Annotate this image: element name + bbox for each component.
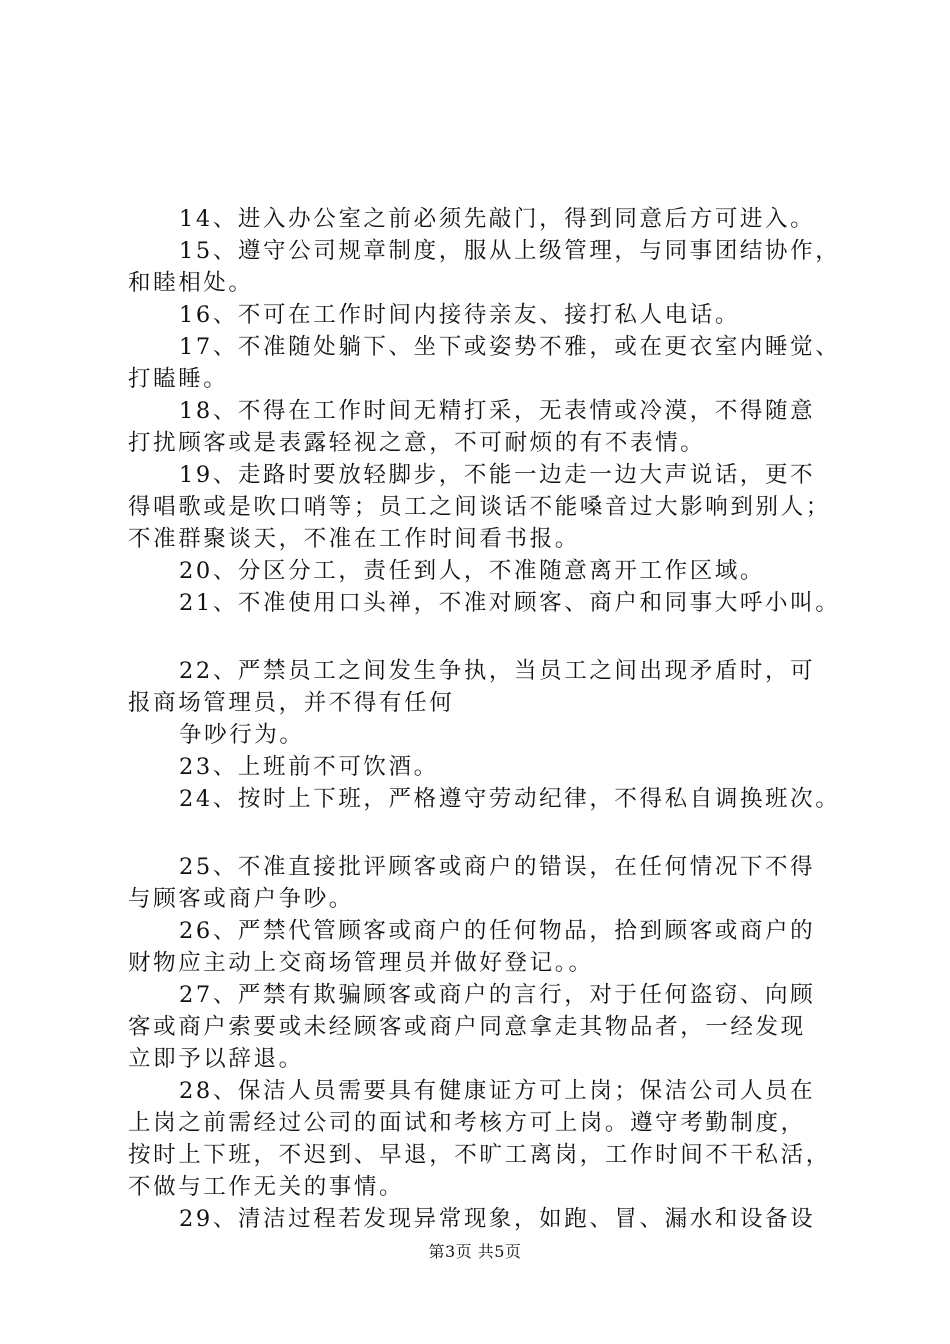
rule-15-cont: 和睦相处。: [128, 270, 254, 296]
rules-list: [128, 203, 852, 1235]
rule-23: 23、上班前不可饮酒。: [179, 754, 439, 780]
page-footer: 第3页 共5页: [428, 1242, 522, 1261]
rule-25: 25、不准直接批评顾客或商户的错误，在任何情况下不得: [179, 854, 816, 880]
rule-16: 16、不可在工作时间内接待亲友、接打私人电话。: [179, 302, 740, 328]
rule-20: 20、分区分工，责任到人，不准随意离开工作区域。: [179, 558, 766, 584]
paragraph-gap: [128, 815, 852, 851]
rule-28-cont-3: 不做与工作无关的事情。: [128, 1174, 405, 1200]
rule-28: 28、保洁人员需要具有健康证方可上岗；保洁公司人员在: [179, 1078, 816, 1104]
rule-15: 15、遵守公司规章制度，服从上级管理，与同事团结协作，: [179, 238, 841, 264]
rule-27: 27、严禁有欺骗顾客或商户的言行，对于任何盗窃、向顾: [179, 982, 816, 1008]
rule-22-cont-1: 报商场管理员，并不得有任何: [128, 690, 455, 716]
paragraph-gap: [128, 619, 852, 655]
rule-28-cont-1: 上岗之前需经过公司的面试和考核方可上岗。遵守考勤制度，: [128, 1110, 806, 1136]
rule-17: 17、不准随处躺下、坐下或姿势不雅，或在更衣室内睡觉、: [179, 334, 841, 360]
rule-19-cont-1: 得唱歌或是吹口哨等；员工之间谈话不能嗓音过大影响到别人；: [128, 494, 831, 520]
rule-19-cont-2: 不准群聚谈天，不准在工作时间看书报。: [128, 526, 580, 552]
rule-25-cont: 与顾客或商户争吵。: [128, 886, 354, 912]
rule-28-cont-2: 按时上下班，不迟到、早退，不旷工离岗，工作时间不干私活，: [128, 1142, 831, 1168]
rule-27-cont-1: 客或商户索要或未经顾客或商户同意拿走其物品者，一经发现: [128, 1014, 806, 1040]
rule-18-cont: 打扰顾客或是表露轻视之意，不可耐烦的有不表情。: [128, 430, 706, 456]
rule-14: 14、进入办公室之前必须先敲门，得到同意后方可进入。: [179, 206, 816, 232]
rule-27-cont-2: 立即予以辞退。: [128, 1046, 304, 1072]
rule-22: 22、严禁员工之间发生争执，当员工之间出现矛盾时，可: [179, 658, 816, 684]
rule-26-cont: 财物应主动上交商场管理员并做好登记。。: [128, 950, 594, 976]
rule-19: 19、走路时要放轻脚步，不能一边走一边大声说话，更不: [179, 462, 816, 488]
rule-26: 26、严禁代管顾客或商户的任何物品，拾到顾客或商户的: [179, 918, 816, 944]
rule-22-cont-2: 争吵行为。: [179, 722, 305, 748]
rule-21: 21、不准使用口头禅，不准对顾客、商户和同事大呼小叫。: [179, 590, 841, 616]
rule-18: 18、不得在工作时间无精打采，无表情或冷漠，不得随意: [179, 398, 816, 424]
rule-29: 29、清洁过程若发现异常现象，如跑、冒、漏水和设备设: [179, 1206, 816, 1232]
rule-17-cont: 打瞌睡。: [128, 366, 229, 392]
rule-24: 24、按时上下班，严格遵守劳动纪律，不得私自调换班次。: [179, 786, 841, 812]
